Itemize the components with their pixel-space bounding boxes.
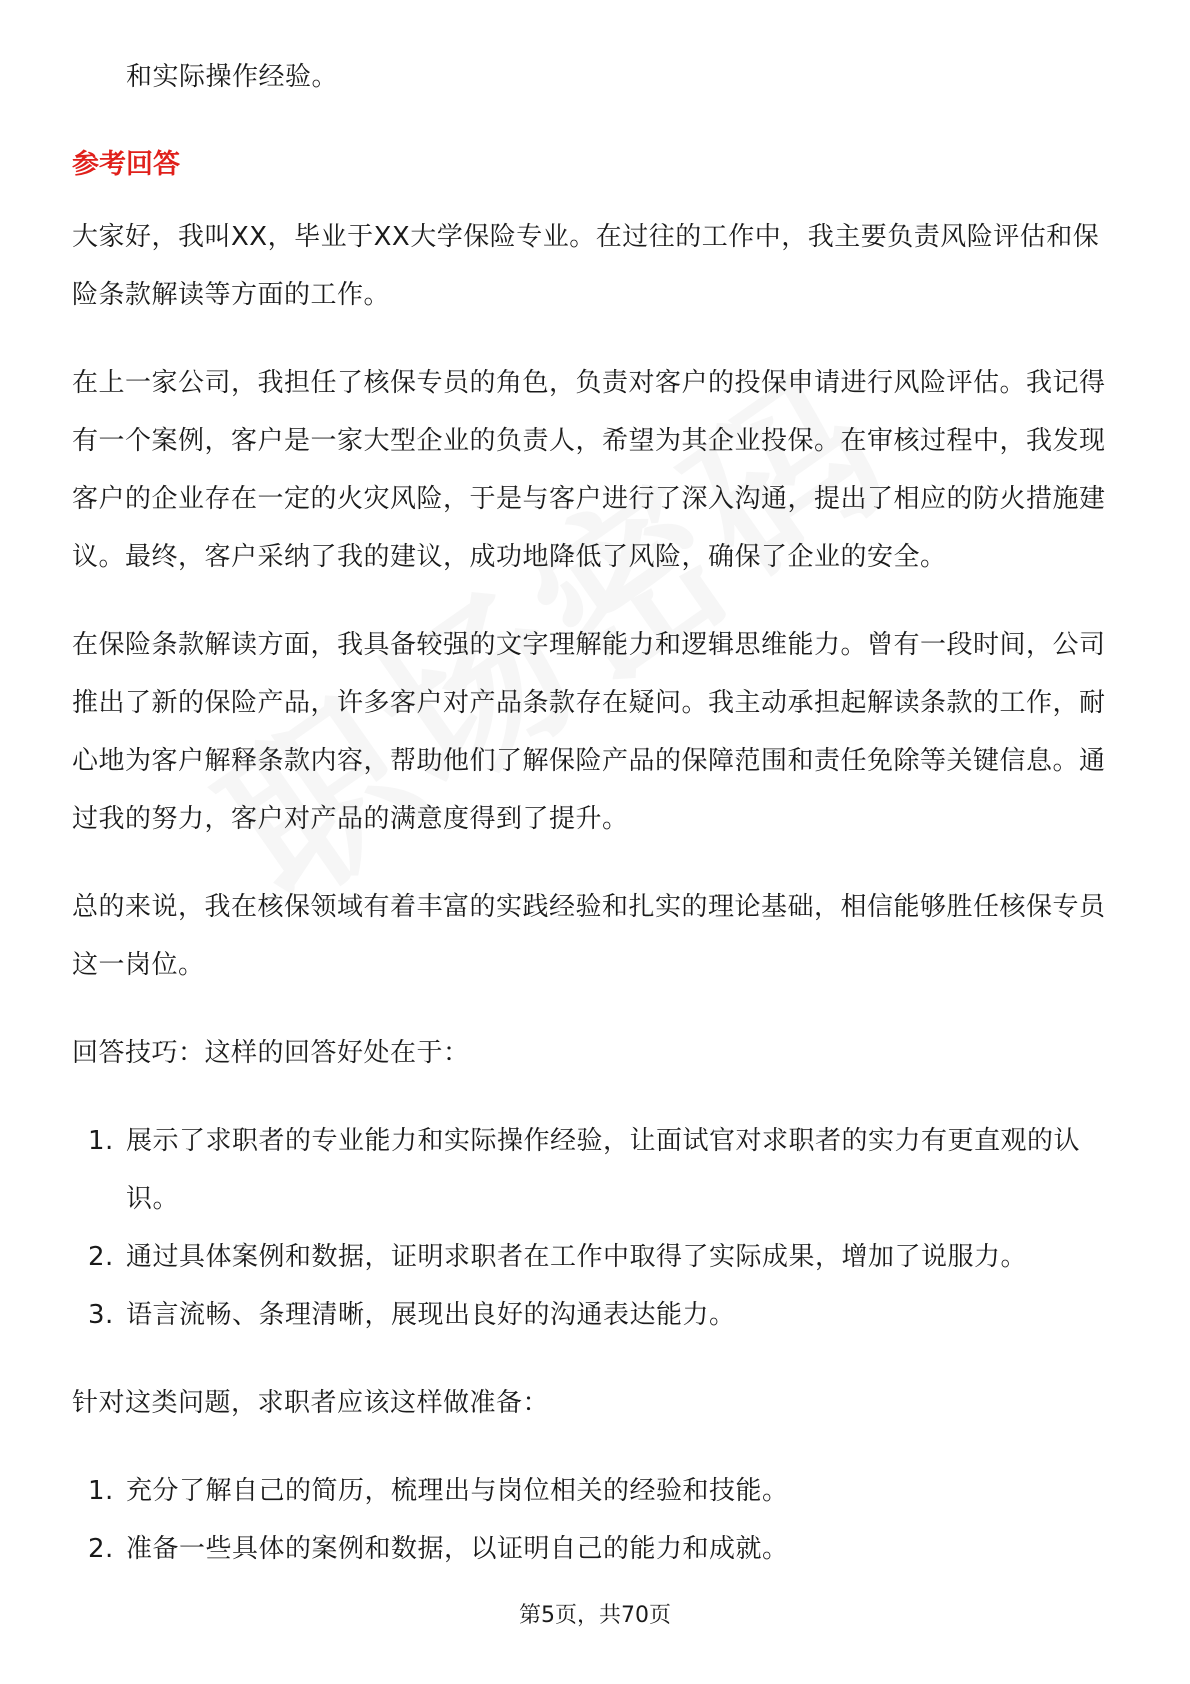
document-body xyxy=(72,48,1122,1608)
list-text: 通过具体案例和数据，证明求职者在工作中取得了实际成果，增加了说服力。 xyxy=(126,1242,1028,1272)
list-item xyxy=(72,1286,1122,1344)
answer-paragraph: 大家好，我叫XX，毕业于XX大学保险专业。在过往的工作中，我主要负责风险评估和保险条款解读等方面的工作。 xyxy=(72,222,1100,310)
list-number: 2. xyxy=(88,1534,114,1564)
list-text: 准备一些具体的案例和数据，以证明自己的能力和成就。 xyxy=(126,1534,789,1564)
list-text: 展示了求职者的专业能力和实际操作经验，让面试官对求职者的实力有更直观的认识。 xyxy=(126,1126,1081,1214)
answer-paragraph: 在保险条款解读方面，我具备较强的文字理解能力和逻辑思维能力。曾有一段时间，公司推出了新的保险产品，许多客户对产品条款存在疑问。我主动承担起解读条款的工作，耐心地为客户解释条款内容，帮助他们了解保险产品的保障范围和责任免除等关键信息。通过我的努力，客户对产品的满意度得到了提升。 xyxy=(72,630,1106,834)
prep-heading: 针对这类问题，求职者应该这样做准备： xyxy=(72,1388,550,1418)
answer-paragraph: 总的来说，我在核保领域有着丰富的实践经验和扎实的理论基础，相信能够胜任核保专员这一岗位。 xyxy=(72,892,1106,980)
list-number: 1. xyxy=(88,1126,114,1156)
list-number: 1. xyxy=(88,1476,114,1506)
list-text: 语言流畅、条理清晰，展现出良好的沟通表达能力。 xyxy=(126,1300,736,1330)
list-text: 充分了解自己的简历，梳理出与岗位相关的经验和技能。 xyxy=(126,1476,789,1506)
answer-paragraph: 在上一家公司，我担任了核保专员的角色，负责对客户的投保申请进行风险评估。我记得有一个案例，客户是一家大型企业的负责人，希望为其企业投保。在审核过程中，我发现客户的企业存在一定的火灾风险，于是与客户进行了深入沟通，提出了相应的防火措施建议。最终，客户采纳了我的建议，成功地降低了风险，确保了企业的安全。 xyxy=(72,368,1106,572)
intro-tail: 和实际操作经验。 xyxy=(126,62,339,92)
list-item xyxy=(72,1228,1122,1286)
page-footer: 第5页，共70页 xyxy=(519,1603,671,1628)
list-number: 2. xyxy=(88,1242,114,1272)
tips-list xyxy=(72,1112,1122,1344)
list-item xyxy=(72,1112,1122,1228)
list-item xyxy=(72,1462,1122,1520)
list-item xyxy=(72,1520,1122,1578)
reference-answer-heading: 参考回答 xyxy=(72,149,180,180)
tips-heading: 回答技巧：这样的回答好处在于： xyxy=(72,1038,470,1068)
list-number: 3. xyxy=(88,1300,114,1330)
prep-list xyxy=(72,1462,1122,1578)
